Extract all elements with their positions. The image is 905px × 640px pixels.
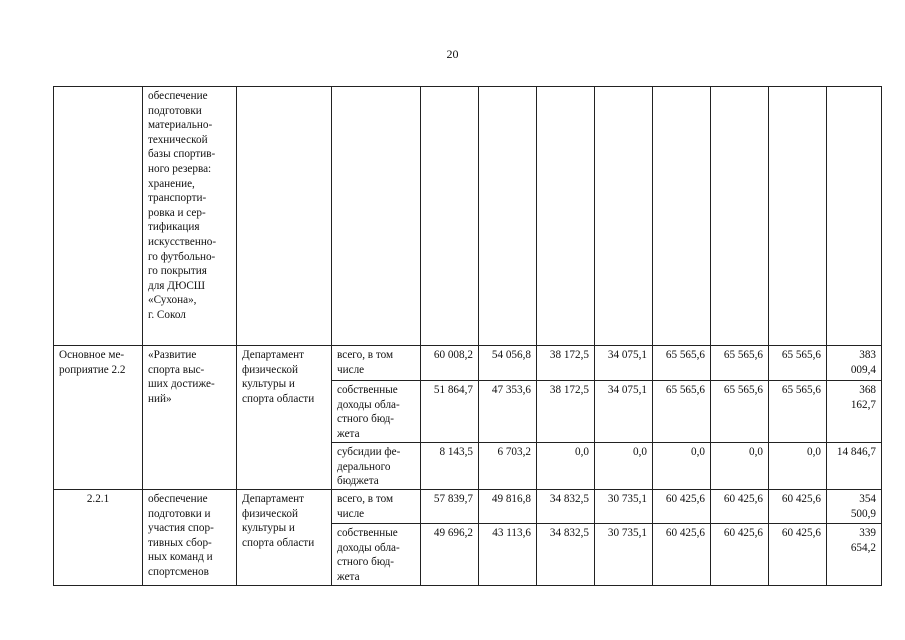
value-cell: 60 425,6 — [769, 490, 827, 524]
value-cell: 60 425,6 — [653, 524, 711, 586]
table-row — [54, 346, 882, 381]
activity-name-cell: обеспечение подготовки и участия спор- тивных сбор- ных команд и спортсменов — [143, 490, 237, 586]
value-cell: 65 565,6 — [711, 381, 769, 443]
value-cell: 65 565,6 — [653, 381, 711, 443]
value-cell: 60 008,2 — [421, 346, 479, 381]
value-cell: 34 075,1 — [595, 346, 653, 381]
value-cell: 65 565,6 — [653, 346, 711, 381]
total-cell: 354 500,9 — [827, 490, 882, 524]
activity-name-cell: «Развитие спорта выс- ших достиже- ний» — [143, 346, 237, 490]
value-cell: 38 172,5 — [537, 346, 595, 381]
total-cell: 339 654,2 — [827, 524, 882, 586]
value-cell: 34 075,1 — [595, 381, 653, 443]
value-cell: 8 143,5 — [421, 443, 479, 490]
value-cell: 34 832,5 — [537, 524, 595, 586]
funding-source-cell: субсидии фе- дерального бюджета — [332, 443, 421, 490]
value-cell: 65 565,6 — [769, 346, 827, 381]
funding-source-cell: всего, в том числе — [332, 490, 421, 524]
value-cell: 60 425,6 — [711, 490, 769, 524]
executor-cell: Департамент физической культуры и спорта области — [237, 490, 332, 586]
value-cell: 0,0 — [769, 443, 827, 490]
value-cell: 47 353,6 — [479, 381, 537, 443]
budget-table — [53, 86, 882, 586]
activity-label-cell: 2.2.1 — [54, 490, 143, 586]
value-cell: 0,0 — [653, 443, 711, 490]
value-cell: 54 056,8 — [479, 346, 537, 381]
value-cell: 49 696,2 — [421, 524, 479, 586]
total-cell: 383 009,4 — [827, 346, 882, 381]
value-cell: 0,0 — [537, 443, 595, 490]
table-row — [54, 87, 882, 346]
value-cell: 30 735,1 — [595, 524, 653, 586]
value-cell: 65 565,6 — [711, 346, 769, 381]
value-cell: 60 425,6 — [653, 490, 711, 524]
value-cell: 34 832,5 — [537, 490, 595, 524]
value-cell: 30 735,1 — [595, 490, 653, 524]
value-cell: 49 816,8 — [479, 490, 537, 524]
funding-source-cell: всего, в том числе — [332, 346, 421, 381]
value-cell: 43 113,6 — [479, 524, 537, 586]
activity-name-cell: обеспечение подготовки материально- технической базы спортив- ного резерва: хранение, транспорти- ровка и сер- тификация искусственно- го футбольно- го покрытия для ДЮСШ «Сухона», г. Сокол — [143, 87, 237, 346]
label-cell — [54, 87, 143, 346]
value-cell: 65 565,6 — [769, 381, 827, 443]
table-row — [54, 490, 882, 524]
funding-source-cell: собственные доходы обла- стного бюд- жета — [332, 524, 421, 586]
value-cell: 57 839,7 — [421, 490, 479, 524]
total-cell: 368 162,7 — [827, 381, 882, 443]
value-cell: 51 864,7 — [421, 381, 479, 443]
total-cell: 14 846,7 — [827, 443, 882, 490]
funding-source-cell: собственные доходы обла- стного бюд- жета — [332, 381, 421, 443]
value-cell: 0,0 — [595, 443, 653, 490]
value-cell: 6 703,2 — [479, 443, 537, 490]
activity-label-cell: Основное ме- роприятие 2.2 — [54, 346, 143, 490]
value-cell: 0,0 — [711, 443, 769, 490]
page-number: 20 — [446, 47, 459, 61]
value-cell: 60 425,6 — [769, 524, 827, 586]
value-cell: 60 425,6 — [711, 524, 769, 586]
executor-cell: Департамент физической культуры и спорта области — [237, 346, 332, 490]
value-cell: 38 172,5 — [537, 381, 595, 443]
